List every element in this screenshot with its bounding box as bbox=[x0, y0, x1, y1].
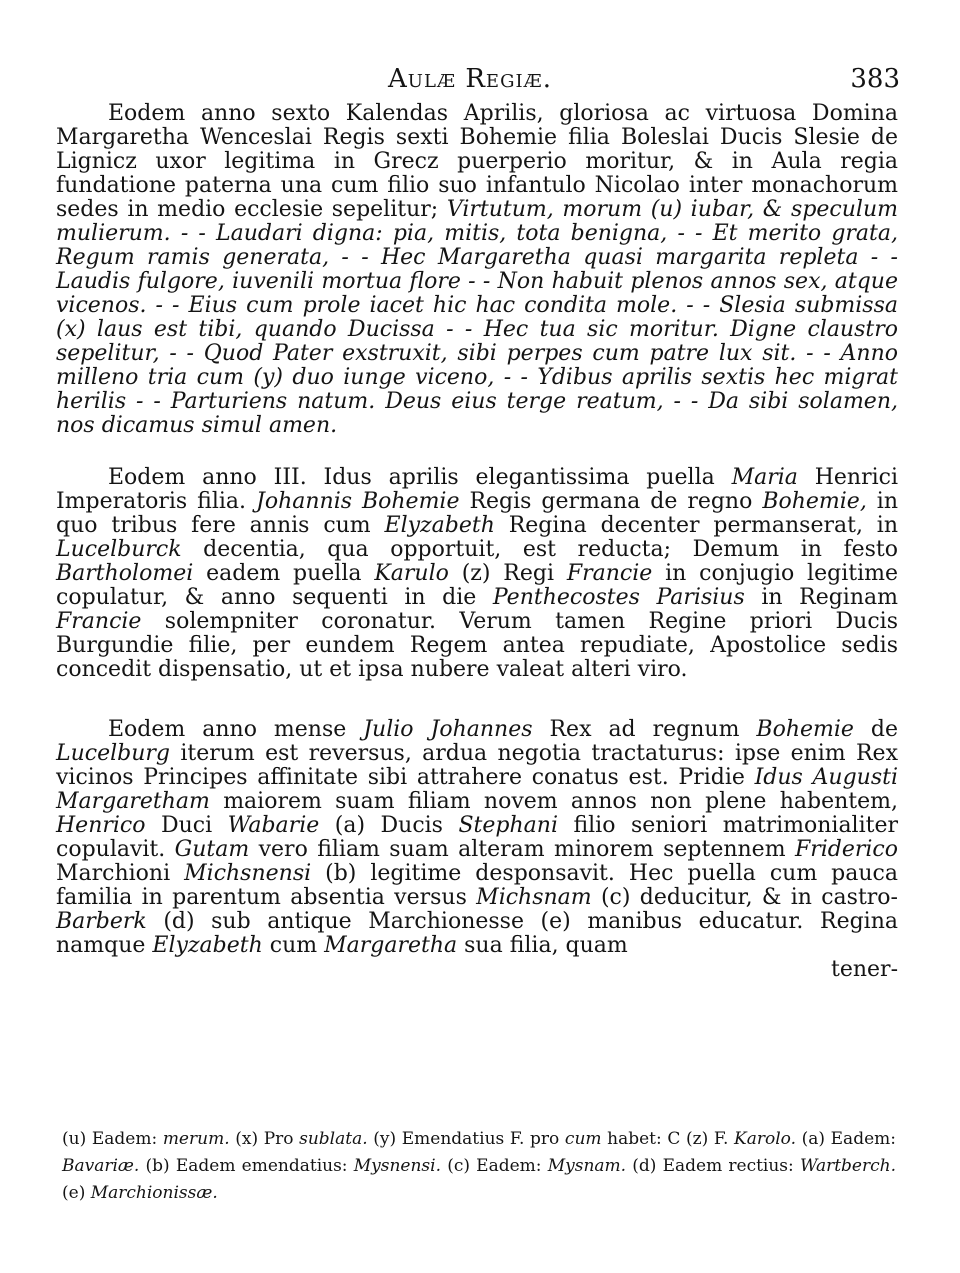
name-penthecostes: Penthecostes Parisius bbox=[492, 585, 745, 610]
text-run: filio seniori matrimonialiter copulavit. bbox=[56, 813, 899, 862]
name-elyzabeth: Elyzabeth bbox=[152, 933, 263, 958]
footnote-text: (b) Eadem emendatius: bbox=[139, 1156, 354, 1176]
text-run: decentia, qua opportuit, est reducta; Demum in festo bbox=[181, 537, 898, 562]
footnote-text: (e) bbox=[62, 1183, 91, 1203]
footnote-text: (u) Eadem: bbox=[62, 1129, 163, 1149]
text-run: Eodem anno III. Idus aprilis elegantissima puella bbox=[108, 465, 732, 490]
name-francie: Francie bbox=[56, 609, 142, 634]
text-run: Eodem anno mense bbox=[108, 717, 364, 742]
name-henrico: Henrico bbox=[56, 813, 146, 838]
footnote-text: (c) Eadem: bbox=[441, 1156, 548, 1176]
text-run: (d) sub antique Marchionesse (e) manibus educatur. Regina namque bbox=[56, 909, 898, 958]
footnote-italic: cum bbox=[564, 1129, 602, 1149]
footnote-text: (a) Eadem: bbox=[796, 1129, 896, 1149]
body-text bbox=[56, 102, 898, 982]
name-stephani: Stephani bbox=[458, 813, 558, 838]
footnote-text: (y) Emendatius F. pro bbox=[367, 1129, 565, 1149]
footnote-italic: Bavariæ. bbox=[62, 1156, 140, 1176]
footnote-italic: Mysnam. bbox=[547, 1156, 627, 1176]
name-francie: Francie bbox=[566, 561, 653, 586]
text-run: de bbox=[853, 717, 899, 742]
footnote-italic: sublata. bbox=[299, 1129, 368, 1149]
text-run: Regina decenter permanserat, in bbox=[494, 513, 899, 538]
text-run: (a) Ducis bbox=[319, 813, 459, 838]
catchword: tener- bbox=[831, 957, 898, 982]
text-run: Rex ad regnum bbox=[532, 717, 757, 742]
text-run: (z) Regi bbox=[448, 561, 567, 586]
running-header: Aulæ Regiæ. bbox=[387, 64, 553, 94]
footnote-italic: Mysnensi. bbox=[353, 1156, 441, 1176]
text-run: Henrici Imperatoris filia. bbox=[56, 465, 898, 514]
name-gutam: Gutam bbox=[174, 837, 250, 862]
text-run: in conjugio legitime copulatur, & anno sequenti in die bbox=[56, 561, 898, 610]
name-bohemie: Bohemie bbox=[756, 717, 854, 742]
footnotes bbox=[62, 1126, 896, 1207]
name-barberk: Barberk bbox=[56, 909, 147, 934]
text-run: vero filiam suam alteram minorem septennem bbox=[249, 837, 795, 862]
text-run: cum bbox=[262, 933, 325, 958]
name-elyzabeth: Elyzabeth bbox=[384, 513, 495, 538]
text-run: Duci bbox=[145, 813, 228, 838]
footnote-italic: merum. bbox=[162, 1129, 230, 1149]
name-lucelburck: Lucelburck bbox=[56, 537, 182, 562]
footnote-text: habet: C (z) F. bbox=[601, 1129, 735, 1149]
name-bartholomei: Bartholomei bbox=[56, 561, 194, 586]
footnote-italic: Marchionissæ. bbox=[90, 1183, 218, 1203]
paragraph-margaretha bbox=[56, 102, 898, 438]
text-run: iterum est reversus, ardua negotia tractaturus: ipse enim Rex vicinos Principes affinitate sibi attrahere conatus est. Pridie bbox=[56, 741, 898, 790]
name-margaretha: Margaretha bbox=[324, 933, 458, 958]
text-run: sua filia, quam bbox=[457, 933, 628, 958]
footnote-italic: Karolo. bbox=[734, 1129, 796, 1149]
name-johannis: Johannis Bohemie bbox=[256, 489, 460, 514]
name-bohemie: Bohemie, bbox=[762, 489, 867, 514]
name-maria: Maria bbox=[731, 465, 798, 490]
footnote-text: (d) Eadem rectius: bbox=[626, 1156, 800, 1176]
name-michsnam: Michsnam bbox=[476, 885, 592, 910]
text-run: (c) deducitur, & in castro- bbox=[591, 885, 898, 910]
name-julio-johannes: Julio Johannes bbox=[363, 717, 533, 742]
text-run: in Reginam bbox=[744, 585, 898, 610]
name-michsnensi: Michsnensi bbox=[184, 861, 312, 886]
text-run: Marchioni bbox=[56, 861, 185, 886]
name-lucelburg: Lucelburg bbox=[56, 741, 171, 766]
text-run: (b) legitime desponsavit. Hec puella cum pauca familia in parentum absentia versus bbox=[56, 861, 898, 910]
epitaph-verse: Virtutum, morum (u) iubar, & speculum mulierum. - - Laudari digna: pia, mitis, tota benigna, - - Et merito grata, Regum ramis generata, - - Hec Margaretha quasi margarita repleta - - Laudis fulgore, iuvenili mortua flore - - Non habuit plenos annos sex, atque vicenos. - - Eius cum prole iacet hic hac condita mole. - - Slesia submissa (x) laus est tibi, quando Ducissa - - Hec tua sic moritur. Digne claustro sepelitur, - - Quod Pater exstruxit, sibi perpes cum patre lux sit. - - Anno milleno tria cum (y) duo iunge viceno, - - Ydibus aprilis sextis hec migrat herilis - - Parturiens natum. Deus eius terge reatum, - - Da sibi solamen, nos dicamus simul amen. bbox=[56, 197, 898, 438]
text-run: in quo tribus fere annis cum bbox=[56, 489, 898, 538]
footnote-italic: Wartberch. bbox=[799, 1156, 896, 1176]
footnote-block bbox=[62, 1126, 896, 1207]
text-run: Regis germana de regno bbox=[459, 489, 763, 514]
text-run: eadem puella bbox=[193, 561, 375, 586]
paragraph-prose: Eodem anno sexto Kalendas Aprilis, gloriosa ac virtuosa Domina Margaretha Wenceslai Regis sexti Bohemie filia Boleslai Ducis Slesie de Lignicz uxor legitima in Grecz puerperio moritur, & in Aula regia fundatione paterna una cum filio suo infantulo Nicolao inter monachorum sedes in medio ecclesie sepelitur; bbox=[56, 101, 898, 222]
name-idus-augusti: Idus Augusti Margaretham bbox=[56, 765, 898, 814]
page-number: 383 bbox=[850, 64, 900, 94]
name-wabarie: Wabarie bbox=[227, 813, 320, 838]
text-run: solempniter coronatur. Verum tamen Regine priori Ducis Burgundie filie, per eundem Regem antea repudiate, Apostolice sedis concedit dispensatio, ut et ipsa nubere valeat alteri viro. bbox=[56, 609, 898, 682]
text-run: maiorem suam filiam novem annos non plene habentem, bbox=[209, 789, 898, 814]
name-friderico: Friderico bbox=[794, 837, 898, 862]
paragraph-johannes bbox=[56, 718, 898, 958]
paragraph-maria bbox=[56, 466, 898, 682]
name-karulo: Karulo bbox=[374, 561, 449, 586]
footnote-text: (x) Pro bbox=[229, 1129, 300, 1149]
